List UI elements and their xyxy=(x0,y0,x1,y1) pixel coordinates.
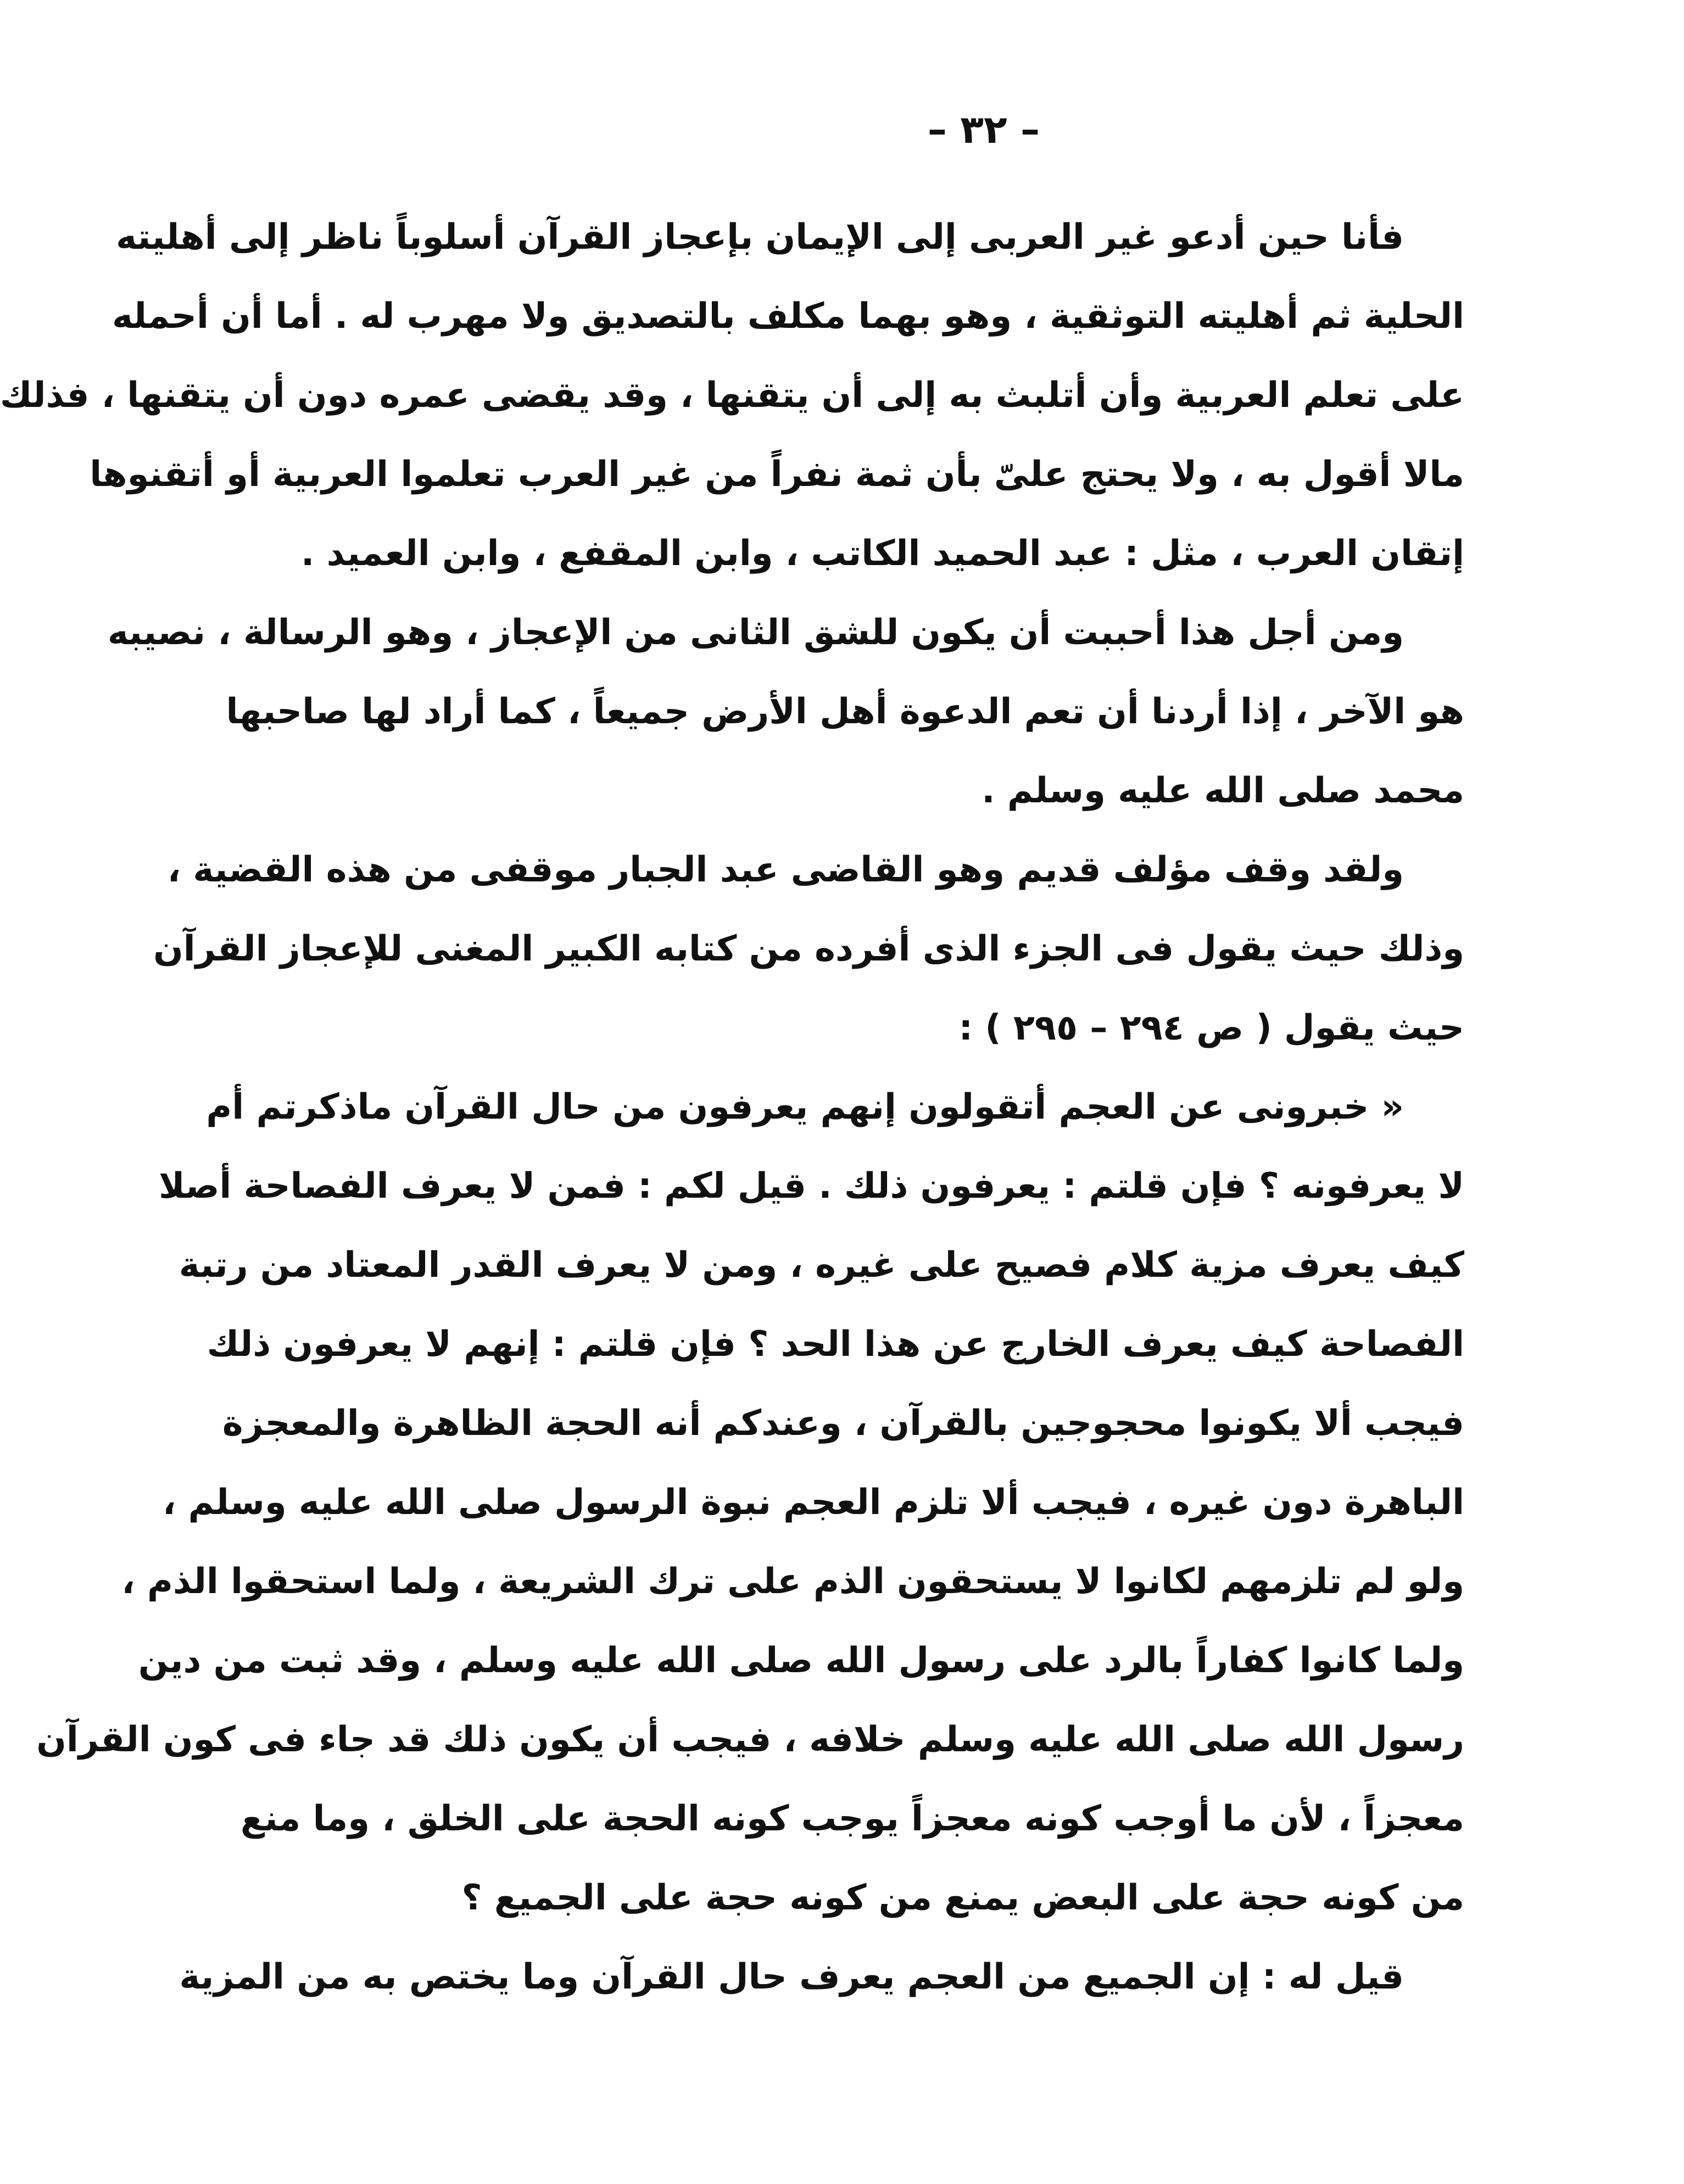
text-line: قيل له : إن الجميع من العجم يعرف حال القرآن وما يختص به من المزية xyxy=(179,1957,1404,1997)
body-text xyxy=(0,198,1464,2017)
text-line: « خبرونى عن العجم أتقولون إنهم يعرفون من حال القرآن ماذكرتم أم xyxy=(206,1087,1404,1127)
text-line: الفصاحة كيف يعرف الخارج عن هذا الحد ؟ فإن قلتم : إنهم لا يعرفون ذلك xyxy=(207,1324,1464,1365)
text-line: مالا أقول به ، ولا يحتج علىّ بأن ثمة نفراً من غير العرب تعلموا العربية أو أتقنوها xyxy=(90,454,1464,495)
text-line: إتقان العرب ، مثل : عبد الحميد الكاتب ، وابن المقفع ، وابن العميد . xyxy=(301,533,1464,574)
text-line: من كونه حجة على البعض يمنع من كونه حجة على الجميع ؟ xyxy=(461,1878,1464,1918)
text-line: محمد صلى الله عليه وسلم . xyxy=(982,770,1464,811)
text-line: ولما كانوا كفاراً بالرد على رسول الله صلى الله عليه وسلم ، وقد ثبت من دين xyxy=(138,1640,1464,1681)
text-line: الباهرة دون غيره ، فيجب ألا تلزم العجم نبوة الرسول صلى الله عليه وسلم ، xyxy=(163,1482,1464,1523)
text-line: هو الآخر ، إذا أردنا أن تعم الدعوة أهل الأرض جميعاً ، كما أراد لها صاحبها xyxy=(226,691,1464,732)
text-line: رسول الله صلى الله عليه وسلم خلافه ، فيجب أن يكون ذلك قد جاء فى كون القرآن xyxy=(36,1719,1464,1760)
text-line: ومن أجل هذا أحببت أن يكون للشق الثانى من الإعجاز ، وهو الرسالة ، نصيبه xyxy=(107,612,1404,653)
text-line: معجزاً ، لأن ما أوجب كونه معجزاً يوجب كونه الحجة على الخلق ، وما منع xyxy=(240,1798,1464,1839)
text-line: ولقد وقف مؤلف قديم وهو القاضى عبد الجبار موقفى من هذه القضية ، xyxy=(167,850,1404,890)
text-line: فأنا حين أدعو غير العربى إلى الإيمان بإعجاز القرآن أسلوباً ناظر إلى أهليته xyxy=(116,217,1404,258)
text-line: حيث يقول ( ص ٢٩٤ – ٢٩٥ ) : xyxy=(958,1008,1464,1048)
page-number: – ٣٢ – xyxy=(927,107,1040,152)
text-line: فيجب ألا يكونوا محجوجين بالقرآن ، وعندكم أنه الحجة الظاهرة والمعجزة xyxy=(222,1403,1464,1444)
text-line: على تعلم العربية وأن أتلبث به إلى أن يتقنها ، وقد يقضى عمره دون أن يتقنها ، فذلك xyxy=(0,375,1464,416)
text-line: لا يعرفونه ؟ فإن قلتم : يعرفون ذلك . قيل لكم : فمن لا يعرف الفصاحة أصلا xyxy=(158,1166,1464,1206)
text-line: ولو لم تلزمهم لكانوا لا يستحقون الذم على ترك الشريعة ، ولما استحقوا الذم ، xyxy=(121,1561,1464,1602)
text-line: وذلك حيث يقول فى الجزء الذى أفرده من كتابه الكبير المغنى للإعجاز القرآن xyxy=(153,929,1464,969)
text-line: الحلية ثم أهليته التوثقية ، وهو بهما مكلف بالتصديق ولا مهرب له . أما أن أحمله xyxy=(112,296,1464,337)
text-line: كيف يعرف مزية كلام فصيح على غيره ، ومن لا يعرف القدر المعتاد من رتبة xyxy=(179,1245,1464,1286)
